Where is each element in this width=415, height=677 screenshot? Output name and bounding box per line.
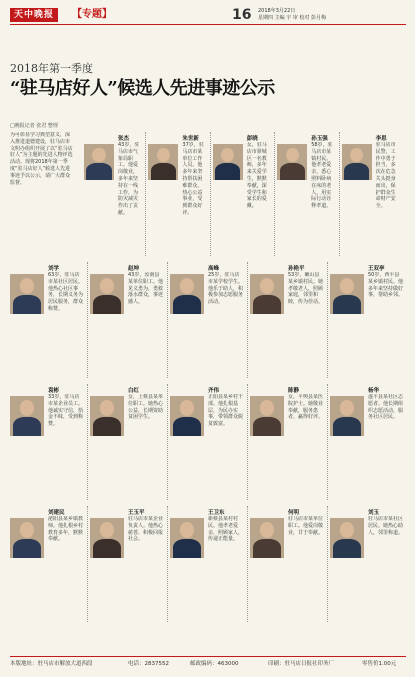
candidate-bio: 女，上蔡县某单位职工。她热心公益，长期资助贫困学生。 [128, 394, 164, 421]
candidate-card [277, 132, 337, 256]
candidate-card [330, 262, 406, 378]
candidate-bio: 58岁，驻马店市某镇村民。他孝老爱亲，悉心照料卧病在床的老人，用实际行动诠释孝道。 [311, 142, 333, 210]
candidate-bio: 驻马店市某单位职工。他爱岗敬业，甘于奉献。 [288, 516, 324, 536]
column-divider [167, 384, 168, 500]
section-label: 【专题】 [72, 9, 112, 20]
candidate-card [330, 384, 406, 500]
candidate-bio: 63岁，驻马店市某社区居民。他热心社区事务，长期义务为居民服务，群众称赞。 [48, 272, 84, 312]
candidate-card [170, 506, 246, 622]
candidate-name: 赵坤 [128, 266, 140, 272]
candidate-photo [342, 144, 372, 180]
page-number: 16 [232, 7, 252, 23]
article-intro: 为可彰显学习典型意义，深入推进道德建设，驻马店市文明办组织开展了以“驻马店好人”为主题的先进人物评选活动。现将2018年第一季度“驻马店好人”候选人先进事迹予以公示，请广大群众监督。 [10, 132, 73, 186]
page-footer [10, 656, 406, 668]
article-byline: □晚报记者 张君 整理 [10, 123, 58, 129]
candidate-name: 李思 [375, 136, 387, 142]
editor-line [258, 15, 358, 22]
candidate-name: 孙玉强 [311, 136, 328, 142]
candidate-name: 高峰 [208, 266, 220, 272]
staff-credits: 主编 宇 审 校对 彭月梅 [274, 15, 326, 21]
column-divider [247, 262, 248, 378]
candidate-card [330, 506, 406, 622]
candidate-bio: 女，驻马店市驿城区一名教师，多年来关爱学生，默默奉献，深受学生和家长的爱戴。 [246, 142, 267, 210]
candidate-bio: 泌阳县某乡镇教师。他扎根乡村教育多年，默默奉献。 [48, 516, 84, 543]
candidate-photo [213, 144, 243, 180]
candidate-photo [148, 144, 178, 180]
candidate-name: 何明 [288, 510, 300, 516]
candidate-card [148, 132, 208, 256]
candidate-name: 刘玉 [368, 510, 380, 516]
candidate-card [90, 506, 166, 622]
candidate-name: 王卫东 [208, 510, 225, 516]
column-divider [145, 132, 146, 256]
candidate-photo [170, 396, 204, 436]
candidate-name: 张杰 [118, 136, 130, 142]
candidate-card [90, 384, 166, 500]
candidate-photo [330, 518, 364, 558]
candidate-photo [10, 396, 44, 436]
candidate-photo [10, 274, 44, 314]
candidate-bio: 女，平舆县某医院护士。她敬业奉献，服务患者，赢得好评。 [288, 394, 324, 421]
candidate-name: 孙艳平 [288, 266, 305, 272]
candidate-bio: 驻马店市某企业负责人。他热心慈善，积极回报社会。 [128, 516, 164, 543]
column-divider [87, 384, 88, 500]
candidate-photo [250, 274, 284, 314]
footer-address: 本版地址：驻马店市解放大道西段 [10, 661, 93, 667]
candidate-card [10, 384, 86, 500]
candidate-card [10, 262, 86, 378]
candidate-card [10, 506, 86, 622]
candidate-card [250, 262, 326, 378]
candidate-photo [10, 518, 44, 558]
article-kicker: 2018年第一季度 [10, 62, 93, 75]
candidate-card [213, 132, 273, 256]
weekday: 星期四 [258, 15, 274, 21]
newspaper-logo: 天中晚报 [10, 8, 58, 22]
footer-post: 邮政编码：463000 [190, 661, 239, 667]
candidate-photo [250, 518, 284, 558]
footer-tel: 电话：2837552 [128, 661, 169, 667]
candidate-card [250, 506, 326, 622]
candidate-card [250, 384, 326, 500]
candidate-name: 刘建民 [48, 510, 65, 516]
column-divider [339, 132, 340, 256]
candidate-bio: 新蔡县某村村民。他孝老爱亲，照顾家人，传递正能量。 [208, 516, 244, 543]
column-divider [327, 384, 328, 500]
candidate-photo [250, 396, 284, 436]
candidate-card [342, 132, 402, 256]
candidate-name: 齐伟 [208, 388, 220, 394]
candidate-bio: 25岁，驻马店市某学校学生。他乐于助人，积极参加志愿服务活动。 [208, 272, 244, 306]
candidate-photo [90, 518, 124, 558]
candidate-card [90, 262, 166, 378]
candidate-bio: 正阳县某乡村干部。他扎根基层，为民办实事，带领群众脱贫致富。 [208, 394, 244, 428]
candidate-photo [84, 144, 114, 180]
candidate-name: 袁彬 [48, 388, 60, 394]
column-divider [274, 132, 275, 256]
issue-date: 2018年3月22日 [258, 8, 296, 14]
candidate-photo [170, 518, 204, 558]
column-divider [87, 506, 88, 622]
candidate-photo [277, 144, 307, 180]
masthead-rule [10, 24, 406, 25]
candidate-bio: 43岁，汝南县某单位职工。他见义勇为，勇救落水群众，事迹感人。 [128, 272, 164, 306]
column-divider [87, 262, 88, 378]
footer-price: 零售价1.00元 [362, 661, 397, 667]
masthead [10, 8, 406, 22]
candidate-name: 王玉平 [128, 510, 145, 516]
candidate-bio: 驻马店市民警，工作中勇于担当，多次在危急关头挺身而出，保护群众生命财产安全。 [375, 142, 396, 210]
candidate-photo [90, 274, 124, 314]
candidate-photo [170, 274, 204, 314]
candidate-name: 朱世新 [182, 136, 199, 142]
candidate-bio: 43岁，驻马店市气象局职工。他爱岗敬业，多年来坚持在一线工作，为防灾减灾作出了贡献。 [118, 142, 140, 216]
candidate-name: 陈静 [288, 388, 300, 394]
column-divider [247, 384, 248, 500]
candidate-card [84, 132, 144, 256]
candidate-card [170, 384, 246, 500]
candidate-bio: 37岁，驻马店市某单位工作人员。他多年来坚持帮扶困难群众，热心公益事业，受到群众好评。 [182, 142, 204, 216]
candidate-name: 白红 [128, 388, 140, 394]
article-headline: “驻马店好人”候选人先进事迹公示 [10, 78, 275, 99]
candidate-bio: 53岁，确山县某乡镇村民。她孝敬老人，照顾家庭，邻里和睦，传为佳话。 [288, 272, 324, 306]
candidate-name: 王双亭 [368, 266, 385, 272]
column-divider [167, 506, 168, 622]
candidate-name: 刘学 [48, 266, 60, 272]
candidate-name: 杨华 [368, 388, 380, 394]
candidate-name: 彭晓 [246, 136, 258, 142]
column-divider [327, 506, 328, 622]
candidate-card [170, 262, 246, 378]
column-divider [167, 262, 168, 378]
candidate-bio: 33岁，驻马店市某企业员工。他诚实守信，拾金不昧，受到称赞。 [48, 394, 84, 428]
candidate-bio: 遂平县某社区志愿者。他长期组织志愿活动，服务社区居民。 [368, 394, 404, 421]
candidate-bio: 50岁，西平县某乡镇村民。他多年来坚持做好事，帮助乡邻。 [368, 272, 404, 299]
candidate-photo [330, 396, 364, 436]
candidate-bio: 驻马店市某社区居民。她热心助人，邻里称道。 [368, 516, 404, 536]
candidate-photo [330, 274, 364, 314]
column-divider [210, 132, 211, 256]
column-divider [327, 262, 328, 378]
footer-print: 印刷：驻马店日报社印务厂 [268, 661, 335, 667]
column-divider [247, 506, 248, 622]
candidate-photo [90, 396, 124, 436]
